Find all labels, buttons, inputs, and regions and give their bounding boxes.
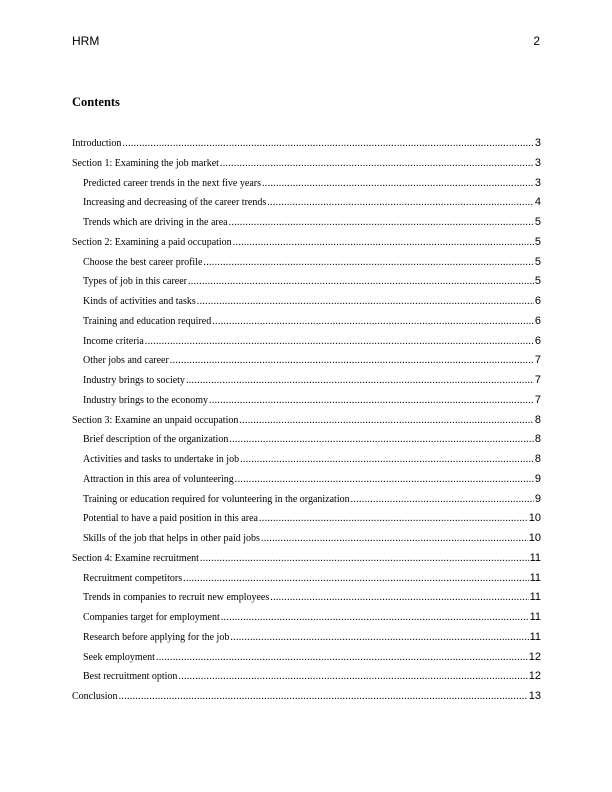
toc-dot-leader	[220, 157, 534, 171]
toc-entry-label: Conclusion	[72, 691, 118, 702]
toc-entry[interactable]	[72, 630, 541, 650]
toc-entry[interactable]	[72, 235, 541, 255]
toc-dot-leader	[170, 354, 534, 368]
toc-entry-page-number: 8	[534, 453, 541, 465]
toc-entry[interactable]	[72, 136, 541, 156]
toc-entry[interactable]	[72, 274, 541, 294]
toc-entry-page-number: 3	[534, 156, 541, 169]
toc-dot-leader	[270, 591, 528, 605]
toc-entry-page-number: 5	[534, 255, 541, 268]
toc-entry[interactable]	[72, 571, 541, 591]
toc-entry[interactable]	[72, 393, 541, 413]
toc-entry[interactable]	[72, 511, 541, 531]
toc-entry[interactable]	[72, 373, 541, 393]
toc-entry-page-number: 4	[534, 196, 541, 209]
toc-entry-label: Industry brings to society	[83, 375, 185, 386]
toc-entry[interactable]	[72, 492, 541, 512]
toc-entry-page-number: 9	[534, 492, 541, 505]
toc-entry-label: Companies target for employment	[83, 612, 220, 623]
toc-entry-page-number: 12	[528, 650, 541, 663]
toc-entry-page-number: 3	[534, 176, 541, 189]
toc-entry-page-number: 11	[529, 551, 541, 564]
toc-entry-label: Recruitment competitors	[83, 572, 183, 584]
toc-entry[interactable]	[72, 610, 541, 630]
toc-dot-leader	[119, 690, 528, 704]
toc-entry-label: Section 3: Examine an unpaid occupation	[72, 414, 239, 426]
toc-entry-label: Skills of the job that helps in other paid jobs	[83, 533, 260, 544]
toc-entry[interactable]	[72, 452, 541, 472]
toc-entry-label: Attraction in this area of volunteering	[83, 473, 234, 485]
toc-entry[interactable]	[72, 314, 541, 334]
toc-entry-page-number: 13	[528, 690, 541, 702]
toc-entry-page-number: 11	[529, 611, 541, 623]
toc-dot-leader	[239, 414, 534, 428]
page-header	[72, 34, 540, 50]
toc-dot-leader	[200, 552, 529, 566]
toc-entry[interactable]	[72, 255, 541, 275]
toc-dot-leader	[197, 295, 534, 309]
toc-entry-label: Other jobs and career	[83, 355, 169, 367]
toc-entry[interactable]	[72, 294, 541, 314]
toc-entry-page-number: 8	[534, 413, 541, 426]
toc-entry[interactable]	[72, 689, 541, 709]
toc-entry[interactable]	[72, 176, 541, 196]
toc-dot-leader	[156, 651, 528, 665]
toc-entry-label: Types of job in this career	[83, 276, 187, 288]
toc-dot-leader	[209, 394, 534, 408]
toc-dot-leader	[183, 572, 528, 586]
toc-entry-label: Research before applying for the job	[83, 631, 230, 643]
toc-entry[interactable]	[72, 215, 541, 235]
toc-entry-label: Training and education required	[83, 315, 212, 327]
toc-entry-page-number: 5	[534, 275, 541, 288]
toc-entry-page-number: 9	[534, 472, 541, 485]
toc-entry-label: Trends which are driving in the area	[83, 217, 228, 228]
toc-entry-label: Choose the best career profile	[83, 256, 203, 268]
toc-entry-label: Activities and tasks to undertake in job	[83, 454, 240, 465]
toc-dot-leader	[233, 236, 534, 250]
toc-entry-page-number: 6	[534, 334, 541, 347]
toc-entry-page-number: 8	[534, 433, 541, 446]
toc-entry[interactable]	[72, 334, 541, 354]
toc-entry[interactable]	[72, 156, 541, 176]
toc-entry-page-number: 11	[529, 591, 541, 604]
toc-entry-page-number: 12	[528, 670, 541, 683]
toc-entry-label: Increasing and decreasing of the career trends	[83, 197, 267, 209]
toc-entry[interactable]	[72, 353, 541, 373]
toc-dot-leader	[259, 512, 528, 526]
toc-entry[interactable]	[72, 551, 541, 571]
toc-dot-leader	[188, 275, 534, 289]
toc-entry-page-number: 7	[534, 393, 541, 406]
toc-dot-leader	[212, 315, 534, 329]
toc-entry-page-number: 10	[528, 532, 541, 544]
toc-entry[interactable]	[72, 195, 541, 215]
toc-entry-page-number: 11	[529, 571, 541, 584]
toc-entry-label: Section 2: Examining a paid occupation	[72, 236, 232, 248]
toc-entry-page-number: 6	[534, 295, 541, 307]
toc-entry-page-number: 10	[528, 512, 541, 525]
toc-entry-page-number: 5	[534, 216, 541, 228]
contents-heading: Contents	[72, 95, 120, 109]
toc-entry[interactable]	[72, 590, 541, 610]
toc-dot-leader	[262, 177, 534, 191]
toc-dot-leader	[235, 473, 534, 487]
toc-entry-label: Introduction	[72, 138, 122, 149]
toc-entry-page-number: 5	[534, 235, 541, 248]
toc-dot-leader	[267, 196, 534, 210]
toc-entry[interactable]	[72, 413, 541, 433]
toc-entry-label: Section 1: Examining the job market	[72, 157, 219, 169]
toc-entry[interactable]	[72, 669, 541, 689]
toc-entry[interactable]	[72, 650, 541, 670]
toc-entry-label: Industry brings to the economy	[83, 394, 208, 406]
toc-dot-leader	[229, 433, 534, 447]
toc-entry-label: Predicted career trends in the next five years	[83, 177, 261, 189]
toc-entry[interactable]	[72, 531, 541, 551]
toc-entry-page-number: 6	[534, 314, 541, 327]
toc-dot-leader	[122, 137, 533, 151]
toc-entry[interactable]	[72, 472, 541, 492]
toc-dot-leader	[186, 374, 534, 388]
toc-entry-label: Kinds of activities and tasks	[83, 296, 196, 307]
toc-entry-label: Best recruitment option	[83, 671, 178, 683]
toc-entry-label: Potential to have a paid position in this area	[83, 513, 258, 525]
toc-entry-label: Income criteria	[83, 335, 144, 347]
toc-entry-label: Training or education required for volunteering in the organization	[83, 493, 350, 505]
toc-dot-leader	[145, 335, 534, 349]
toc-entry-label: Section 4: Examine recruitment	[72, 552, 199, 564]
toc-dot-leader	[230, 631, 528, 645]
toc-dot-leader	[261, 532, 528, 546]
toc-dot-leader	[351, 493, 534, 507]
toc-dot-leader	[203, 256, 533, 270]
toc-entry-page-number: 7	[534, 374, 541, 386]
toc-dot-leader	[229, 216, 534, 230]
toc-dot-leader	[221, 611, 529, 625]
toc-entry-label: Trends in companies to recruit new employees	[83, 592, 270, 604]
toc-entry-label: Brief description of the organization	[83, 434, 229, 446]
table-of-contents	[72, 136, 541, 709]
toc-entry-label: Seek employment	[83, 651, 155, 663]
page-number: 2	[533, 34, 540, 48]
toc-entry-page-number: 7	[534, 354, 541, 367]
toc-entry[interactable]	[72, 432, 541, 452]
toc-entry-page-number: 3	[534, 137, 541, 149]
toc-dot-leader	[240, 453, 534, 467]
toc-entry-page-number: 11	[529, 630, 541, 643]
running-title: HRM	[72, 34, 100, 48]
toc-dot-leader	[178, 670, 527, 684]
